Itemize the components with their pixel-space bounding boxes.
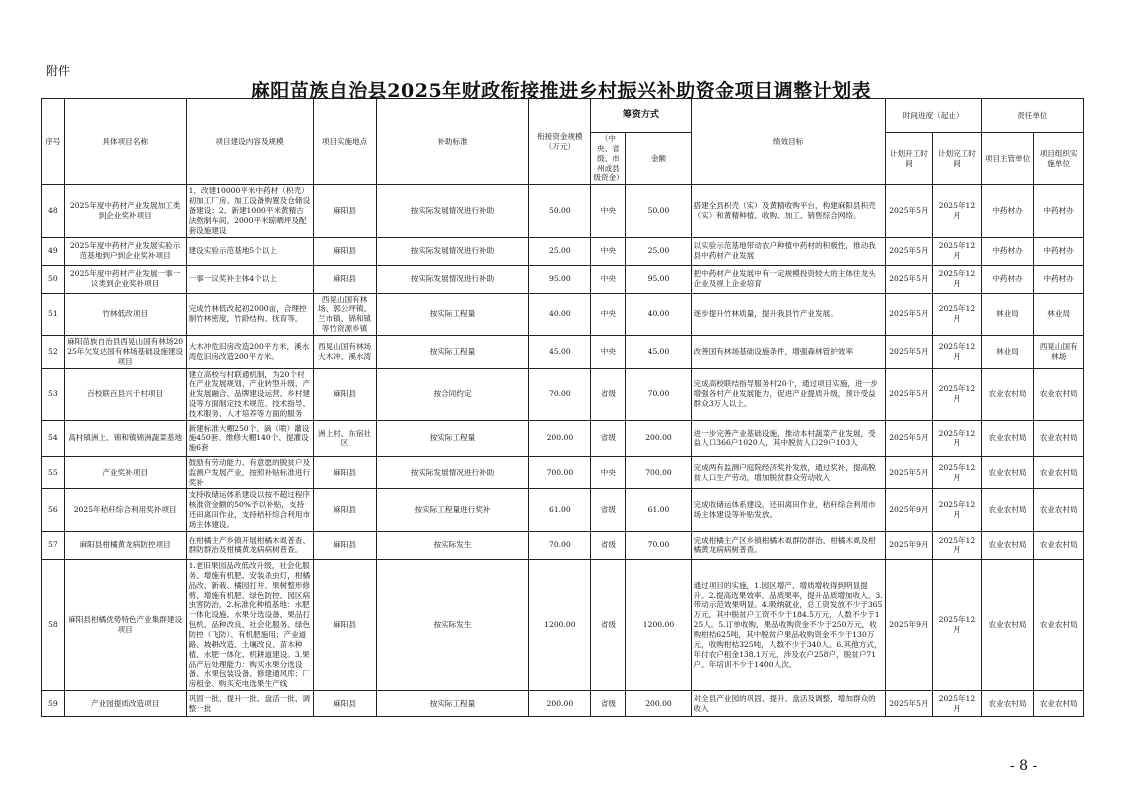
end-time: 2025年12月 <box>933 531 982 559</box>
fund-amount: 25.00 <box>626 237 691 265</box>
fund-amount: 200.00 <box>626 420 691 456</box>
header-no: 序号 <box>42 99 65 185</box>
subsidy-standard: 按实际发生 <box>376 559 529 690</box>
header-row-1 <box>42 99 1084 133</box>
start-time: 2025年9月 <box>885 559 933 690</box>
project-location: 麻阳县 <box>313 559 376 690</box>
organizer-unit: 西晃山国有林场 <box>1034 336 1084 369</box>
start-time: 2025年5月 <box>885 336 933 369</box>
performance-goal: 进一步完善产业基础设施，推动本村蔬菜产业发展，受益人口366户1020人，其中脱贫人口29户103人 <box>691 420 885 456</box>
fund-source: 省级 <box>591 420 626 456</box>
start-time: 2025年9月 <box>885 489 933 531</box>
end-time: 2025年12月 <box>933 185 982 237</box>
fund-scale: 50.00 <box>529 185 591 237</box>
organizer-unit: 农业农村局 <box>1034 420 1084 456</box>
page-title: 麻阳苗族自治县2025年财政衔接推进乡村振兴补助资金项目调整计划表 <box>250 80 872 102</box>
start-time: 2025年5月 <box>885 368 933 420</box>
end-time: 2025年12月 <box>933 559 982 690</box>
fund-scale: 40.00 <box>529 293 591 335</box>
row-no: 59 <box>42 691 65 717</box>
row-no: 56 <box>42 489 65 531</box>
header-location: 项目实施地点 <box>313 99 376 185</box>
organizer-unit: 农业农村局 <box>1034 691 1084 717</box>
performance-goal: 完成两有监测户庭院经济奖补发放，通过奖补，提高脱贫人口生产劳动，增加脱贫群众劳动收入 <box>691 456 885 489</box>
project-content: 完成竹林低改起初2000亩，合理控制竹林密度，竹龄结构、抚育等。 <box>186 293 313 335</box>
attachment-label: 附件 <box>46 64 71 78</box>
start-time: 2025年5月 <box>885 237 933 265</box>
start-time: 2025年5月 <box>885 293 933 335</box>
supervisor-unit: 农业农村局 <box>981 531 1034 559</box>
fund-scale: 61.00 <box>529 489 591 531</box>
supervisor-unit: 林业局 <box>981 293 1034 335</box>
table-row <box>42 185 1084 237</box>
project-content: 新建标准大棚250个、滴（喷）灌设施450套、维修大棚140个、提灌设施6套 <box>186 420 313 456</box>
project-name: 产业奖补项目 <box>64 456 186 489</box>
fund-amount: 1200.00 <box>626 559 691 690</box>
supervisor-unit: 农业农村局 <box>981 489 1034 531</box>
end-time: 2025年12月 <box>933 456 982 489</box>
performance-goal: 搭建全县枳壳（实）及黄精收购平台，构建麻阳县枳壳（实）和黄精种植、收购、加工、销售综合网络。 <box>691 185 885 237</box>
supervisor-unit: 农业农村局 <box>981 456 1034 489</box>
table-row <box>42 456 1084 489</box>
fund-amount: 40.00 <box>626 293 691 335</box>
row-no: 55 <box>42 456 65 489</box>
fund-amount: 95.00 <box>626 265 691 293</box>
fund-source: 中央 <box>591 456 626 489</box>
header-funding-amount: 金额 <box>626 133 691 185</box>
fund-source: 中央 <box>591 265 626 293</box>
project-location: 麻阳县 <box>313 265 376 293</box>
fund-source: 中央 <box>591 293 626 335</box>
start-time: 2025年9月 <box>885 531 933 559</box>
header-schedule: 时间进度（起止） <box>885 99 981 133</box>
fund-source: 省级 <box>591 691 626 717</box>
end-time: 2025年12月 <box>933 293 982 335</box>
fund-amount: 61.00 <box>626 489 691 531</box>
project-name: 产业园提质改造项目 <box>64 691 186 717</box>
header-organizer: 项目组织实施单位 <box>1034 133 1084 185</box>
end-time: 2025年12月 <box>933 336 982 369</box>
table-row <box>42 237 1084 265</box>
end-time: 2025年12月 <box>933 237 982 265</box>
end-time: 2025年12月 <box>933 368 982 420</box>
project-name: 高村镇洲上、锦和镇锦洲蔬菜基地 <box>64 420 186 456</box>
header-content: 项目建设内容及规模 <box>186 99 313 185</box>
header-start: 计划开工时间 <box>885 133 933 185</box>
subsidy-standard: 按实际发展情况进行补助 <box>376 456 529 489</box>
subsidy-standard: 按实际发展情况进行补助 <box>376 237 529 265</box>
subsidy-standard: 按实际发生 <box>376 531 529 559</box>
fund-amount: 700.00 <box>626 456 691 489</box>
project-location: 麻阳县 <box>313 691 376 717</box>
fund-scale: 200.00 <box>529 691 591 717</box>
row-no: 51 <box>42 293 65 335</box>
project-location: 西晃山国有林场、郭公坪镇、兰市镇、锦和镇等竹资源乡镇 <box>313 293 376 335</box>
supervisor-unit: 农业农村局 <box>981 420 1034 456</box>
table-row <box>42 336 1084 369</box>
row-no: 48 <box>42 185 65 237</box>
table-row <box>42 559 1084 690</box>
performance-goal: 完成收储运体系建设，还田离田作业，秸秆综合利用市场主体建设等补贴发放。 <box>691 489 885 531</box>
row-no: 58 <box>42 559 65 690</box>
fund-source: 中央 <box>591 237 626 265</box>
project-location: 麻阳县 <box>313 456 376 489</box>
performance-goal: 改善国有林场基础设施条件，增强森林管护效率 <box>691 336 885 369</box>
page-number: - 8 - <box>1010 758 1038 774</box>
project-location: 麻阳县 <box>313 185 376 237</box>
supervisor-unit: 中药材办 <box>981 265 1034 293</box>
performance-goal: 把中药材产业发展中有一定规模投资较大的主体往龙头企业及规上企业培育 <box>691 265 885 293</box>
performance-goal: 完成高校联结指导服务村20个，通过项目实施，进一步增强各村产业发展能力，促进产业提质升级，预计受益群众3万人以上。 <box>691 368 885 420</box>
row-no: 49 <box>42 237 65 265</box>
fund-source: 省级 <box>591 368 626 420</box>
subsidy-standard: 按实际工程量进行奖补 <box>376 489 529 531</box>
fund-scale: 45.00 <box>529 336 591 369</box>
project-name: 2025年秸秆综合利用奖补项目 <box>64 489 186 531</box>
fund-scale: 1200.00 <box>529 559 591 690</box>
project-content: 巩固一批、提升一批、盘活一批、调整一批 <box>186 691 313 717</box>
project-content: 1、改建10000平米中药材（枳壳）初加工厂房、加工设备购置及仓储设备建设；2、新建1000平米黄精古法熬制车间、2000平米晾晒坪及配套设施建设 <box>186 185 313 237</box>
subsidy-standard: 按实际工程量 <box>376 691 529 717</box>
header-name: 具体项目名称 <box>64 99 186 185</box>
row-no: 53 <box>42 368 65 420</box>
row-no: 57 <box>42 531 65 559</box>
fund-amount: 200.00 <box>626 691 691 717</box>
performance-goal: 对全县产业园的巩固、提升、盘活及调整，增加群众的收入 <box>691 691 885 717</box>
fund-scale: 70.00 <box>529 531 591 559</box>
row-no: 52 <box>42 336 65 369</box>
subsidy-standard: 按实际工程量 <box>376 293 529 335</box>
header-scale: 衔接资金规模（万元） <box>529 99 591 185</box>
project-content: 在柑橘主产乡镇开展柑橘木虱普查、群防群治及柑橘黄龙病病树普查。 <box>186 531 313 559</box>
fund-scale: 70.00 <box>529 368 591 420</box>
fund-amount: 45.00 <box>626 336 691 369</box>
end-time: 2025年12月 <box>933 691 982 717</box>
organizer-unit: 中药材办 <box>1034 237 1084 265</box>
table-row <box>42 531 1084 559</box>
fund-amount: 50.00 <box>626 185 691 237</box>
fund-source: 省级 <box>591 489 626 531</box>
project-content: 大木冲危旧房改造200平方米，溪水湾危旧房改造200平方米。 <box>186 336 313 369</box>
start-time: 2025年5月 <box>885 185 933 237</box>
performance-goal: 逐步提升竹林质量，提升我县竹产业发展。 <box>691 293 885 335</box>
header-standard: 补助标准 <box>376 99 529 185</box>
fund-amount: 70.00 <box>626 531 691 559</box>
fund-scale: 95.00 <box>529 265 591 293</box>
table-row <box>42 368 1084 420</box>
organizer-unit: 农业农村局 <box>1034 531 1084 559</box>
header-responsible: 责任单位 <box>981 99 1083 133</box>
organizer-unit: 农业农村局 <box>1034 489 1084 531</box>
project-name: 麻阳苗族自治县西晃山国有林场2025年欠发达国有林场基础设施建设项目 <box>64 336 186 369</box>
subsidy-standard: 按实际发展情况进行补助 <box>376 185 529 237</box>
project-location: 麻阳县 <box>313 368 376 420</box>
end-time: 2025年12月 <box>933 489 982 531</box>
header-end: 计划完工时间 <box>933 133 982 185</box>
project-name: 麻阳县柑橘黄龙病防控项目 <box>64 531 186 559</box>
project-name: 百校联百县兴千村项目 <box>64 368 186 420</box>
project-content: 建立高校与村联通机制，为20个村在产业发展规划、产业转型升级、产业发展融合、品牌建设运营、乡村建设等方面制定技术规范、技术指导、技术服务、人才培养等方面的服务 <box>186 368 313 420</box>
project-content: 一事一议奖补主体4个以上 <box>186 265 313 293</box>
table-row <box>42 489 1084 531</box>
project-plan-table <box>41 98 1084 717</box>
performance-goal: 通过项目的实施，1.园区增产、增质增收得到明显提升。2.提高选果效率、品质果率，提升品质增加收入。3.带动示范效果明显。4.吸纳就业，总工资发放不少于365万元，其中脱贫户工资不少于184.5万元，人数不少于125人。5.订单收购，果品收购资金不少于250万元，收购柑桔625吨，其中脱贫户果品收购资金不少于130万元，收购柑桔325吨，人数不少于340人。6.其他方式，年付农户租金138.1万元，涉及农户258户，脱贫户71户。年培训不少于1400人次。 <box>691 559 885 690</box>
subsidy-standard: 按实际工程量 <box>376 336 529 369</box>
table-row <box>42 265 1084 293</box>
performance-goal: 完成柑橘主产区乡镇柑橘木虱群防群治、柑橘木虱及柑橘黄龙病病树普查。 <box>691 531 885 559</box>
project-name: 2025年度中药材产业发展一事一议类到企业奖补项目 <box>64 265 186 293</box>
start-time: 2025年5月 <box>885 691 933 717</box>
supervisor-unit: 农业农村局 <box>981 368 1034 420</box>
project-location: 麻阳县 <box>313 489 376 531</box>
project-content: 1.老旧果园品改低改升级，社会化服务、增施有机肥、安装杀虫灯，柑橘品改、新栽、橘园打井、果树整形修剪、增施有机肥、绿色防控、园区病虫害防治。2.标准化种植基地：水肥一体化设施、水果分选设备、果品打包机、品种改良、社会化服务、绿色防控（飞防）、有机肥施用；产业道路、坡耕改造、土壤改良、苗木种植、水肥一体化、机耕道建设。3.果品产后处理能力：购买水果分选设备、水果包装设备、修建通风库；厂房租金、购买充电选果生产线 <box>186 559 313 690</box>
header-goal: 绩效目标 <box>691 99 885 185</box>
fund-source: 中央 <box>591 336 626 369</box>
subsidy-standard: 按实际发展情况进行补助 <box>376 265 529 293</box>
fund-source: 中央 <box>591 185 626 237</box>
organizer-unit: 农业农村局 <box>1034 368 1084 420</box>
fund-scale: 25.00 <box>529 237 591 265</box>
supervisor-unit: 中药材办 <box>981 237 1034 265</box>
end-time: 2025年12月 <box>933 420 982 456</box>
project-name: 2025年度中药材产业发展实验示范基地到户到企业奖补项目 <box>64 237 186 265</box>
project-name: 麻阳县柑橘优势特色产业集群建设项目 <box>64 559 186 690</box>
header-supervisor: 项目主管单位 <box>981 133 1034 185</box>
organizer-unit: 农业农村局 <box>1034 559 1084 690</box>
project-location: 西晃山国有林场大木冲、溪水湾 <box>313 336 376 369</box>
supervisor-unit: 农业农村局 <box>981 691 1034 717</box>
start-time: 2025年5月 <box>885 456 933 489</box>
subsidy-standard: 按合同约定 <box>376 368 529 420</box>
organizer-unit: 农业农村局 <box>1034 456 1084 489</box>
fund-source: 省级 <box>591 531 626 559</box>
start-time: 2025年5月 <box>885 420 933 456</box>
fund-scale: 200.00 <box>529 420 591 456</box>
fund-scale: 700.00 <box>529 456 591 489</box>
row-no: 50 <box>42 265 65 293</box>
organizer-unit: 中药材办 <box>1034 265 1084 293</box>
table-row <box>42 293 1084 335</box>
header-funding: 筹资方式 <box>591 99 691 133</box>
project-content: 建设实验示范基地5个以上 <box>186 237 313 265</box>
end-time: 2025年12月 <box>933 265 982 293</box>
project-name: 竹林低改项目 <box>64 293 186 335</box>
organizer-unit: 中药材办 <box>1034 185 1084 237</box>
performance-goal: 以实验示范基地带动农户种植中药材的积极性，推动我县中药材产业发展 <box>691 237 885 265</box>
project-content: 鼓励有劳动能力、有意愿的脱贫户及监测户发展产业，按照补贴标准进行奖补 <box>186 456 313 489</box>
project-location: 麻阳县 <box>313 531 376 559</box>
project-name: 2025年度中药材产业发展加工类到企业奖补项目 <box>64 185 186 237</box>
project-location: 麻阳县 <box>313 237 376 265</box>
fund-amount: 70.00 <box>626 368 691 420</box>
supervisor-unit: 中药材办 <box>981 185 1034 237</box>
supervisor-unit: 林业局 <box>981 336 1034 369</box>
row-no: 54 <box>42 420 65 456</box>
start-time: 2025年5月 <box>885 265 933 293</box>
supervisor-unit: 农业农村局 <box>981 559 1034 690</box>
organizer-unit: 林业局 <box>1034 293 1084 335</box>
table-row <box>42 420 1084 456</box>
project-location: 洲上村、东宿社区 <box>313 420 376 456</box>
subsidy-standard: 按实际工程量 <box>376 420 529 456</box>
project-content: 支持收储运体系建设以按不超过程序核准资金额的50%予以补贴，支持还田离田作业，支持秸秆综合利用市场主体建设。 <box>186 489 313 531</box>
fund-source: 省级 <box>591 559 626 690</box>
table-row <box>42 691 1084 717</box>
header-funding-source: （中央、省级、市州或县级资金） <box>591 133 626 185</box>
